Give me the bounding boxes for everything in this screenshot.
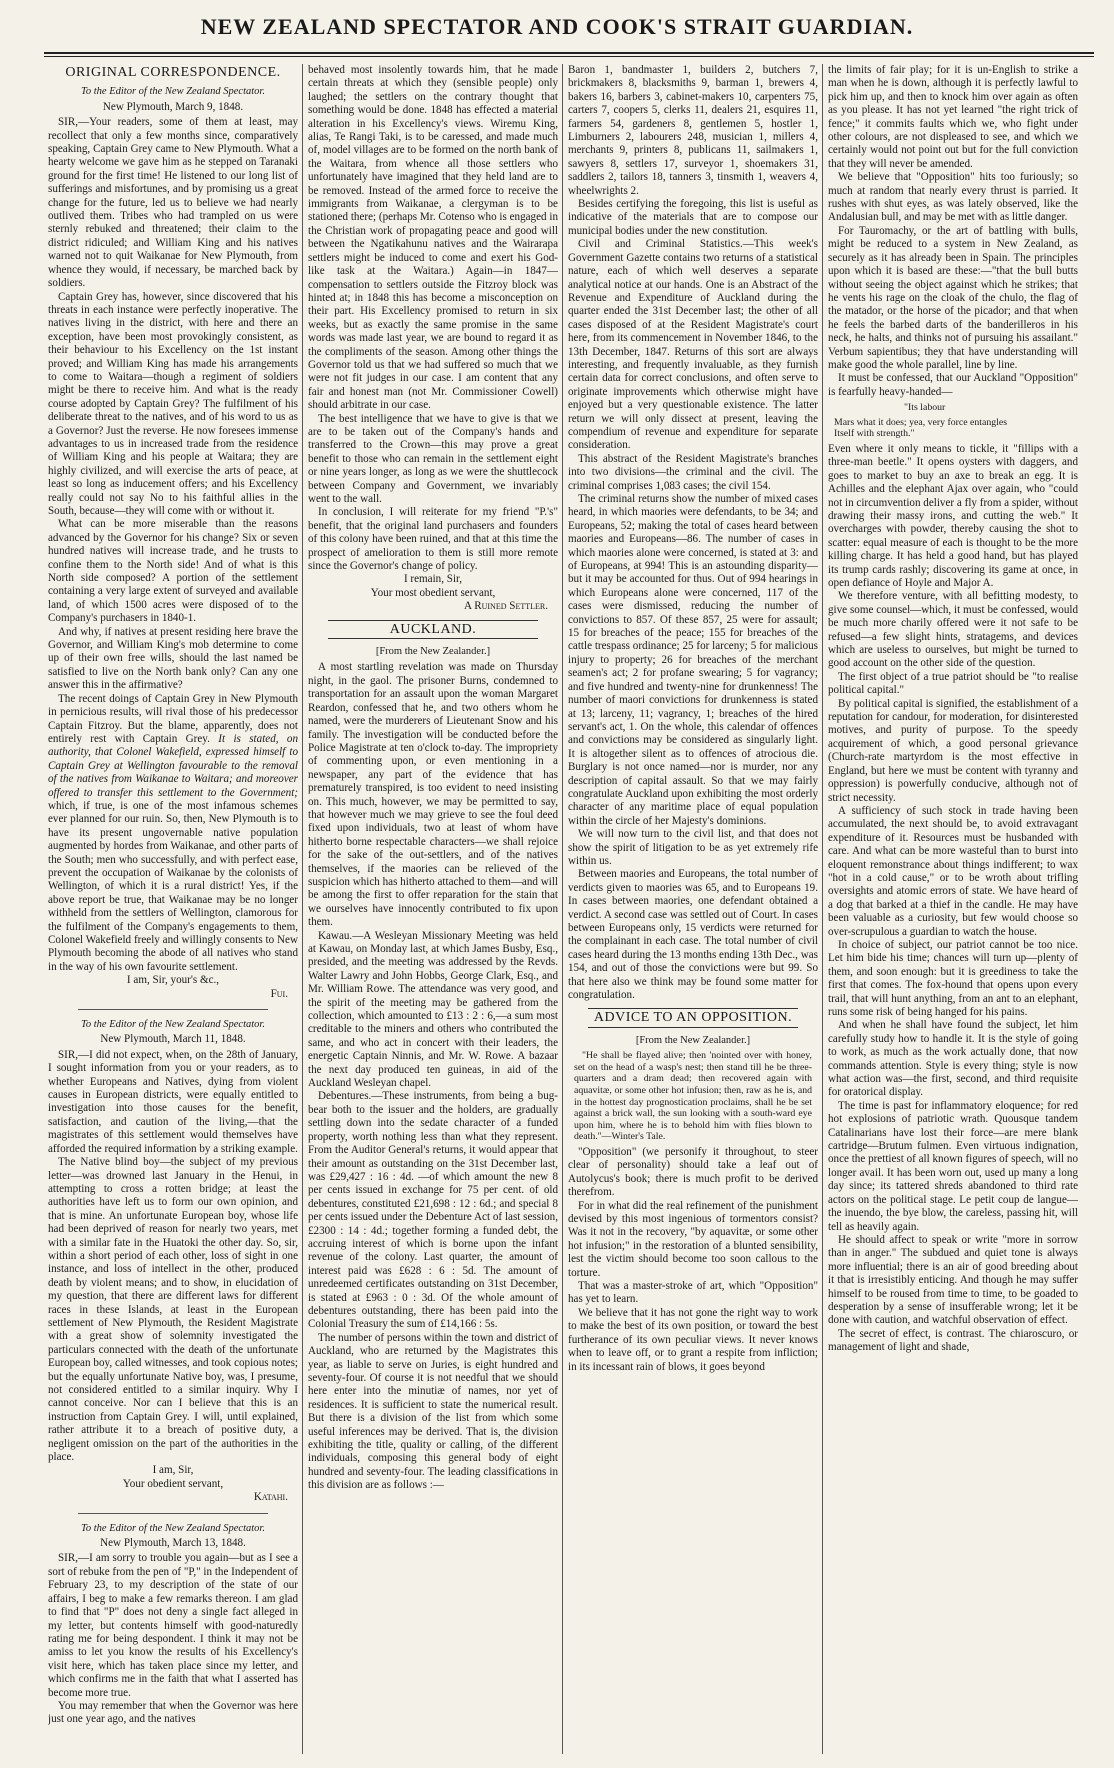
paragraph-text: The recent doings of Captain Grey in New Plymouth in pernicious results, will rival those of his predecessor Captain Fitzroy. But the blame, apparently, does not entirely rest with Captain Grey. bbox=[48, 692, 298, 745]
verse-line: Itself with strength." bbox=[834, 428, 915, 440]
paragraph: The time is past for inflammatory eloquence; for red hot explosions of patriotic wrath. Quousque tandem Catalinarians have lost their force—are mere blank cartridge—Brutum fulmen. Even virtuous indignation, once the prettiest of all known figures of speech, will no longer avail. It has been worn out, used up many a long day since; its tattered shreds abandoned to third rate actors on the political stage. Le petit coup de langue—the inuendo, the bye blow, the careless, passing hit, will tell as heavily again. bbox=[828, 1099, 1078, 1233]
column-3 bbox=[568, 64, 818, 1754]
paragraph: We believe that "Opposition" hits too furiously; so much at random that nearly every thrust is parried. It rushes with shut eyes, as was lately observed, like the Andalusian bull, and may be met with as little danger. bbox=[828, 171, 1078, 224]
paragraph: We believe that it has not gone the right way to work to make the best of its own position, or toward the best furtherance of its own peculiar views. It never knows when to leave off, or to grant a respite from infliction; in its incessant rain of blows, it goes beyond bbox=[568, 1306, 818, 1373]
column-divider bbox=[302, 64, 303, 1754]
paragraph: That was a master-stroke of art, which "Opposition" has yet to learn. bbox=[568, 1280, 818, 1306]
masthead-rule bbox=[44, 52, 1094, 54]
paragraph: For in what did the real refinement of the punishment devised by this most ingenious of tormentors consist? Was it not in the recovery, "by aquavitæ, or some other hot infusion;" in the restoration of a blunted sensibility, lest the victim should become too soon callous to the torture. bbox=[568, 1199, 818, 1279]
newspaper-title: NEW ZEALAND SPECTATOR AND COOK'S STRAIT GUARDIAN. bbox=[200, 14, 914, 39]
letter-addressee: To the Editor of the New Zealand Spectator. bbox=[81, 1522, 265, 1534]
paragraph: For Tauromachy, or the art of battling with bulls, might be reduced to a system in New Zealand, as securely as it has already been in Spain. The principles upon which it is based are these:—"that the bull butts without seeing the object against which he strikes; that he vents his rage on the cloak of the chulo, the flag of the matador, or the horse of the picador; and that when he feels the barbed darts of the banderilleros in his neck, he halts, and thinks not of pursuing his assailant." Verbum sapientibus; they that have understanding will make good the whole parallel, line by line. bbox=[828, 224, 1078, 371]
paragraph: Captain Grey has, however, since discovered that his threats in each instance were perfectly inoperative. The natives living in the district, with here and there an exception, have been most provokingly consistent, as their behaviour to his Excellency on the 1st instant proved; and William King has made his arrangements to come to Waitara—though a regiment of soldiers might be there to receive him. And what is the ready course adopted by Captain Grey? The fulfilment of his deliberate threat to the natives, and of his word to us as a Governor? Just the reverse. He now foresees immense advantages to us in increased trade from the residence of William King and his people at Waitara; they are highly civilized, and will exercise the arts of peace, at least so long as inducement offers; and his Excellency really could not say No to his faithful allies in the South, because—they will come with or without it. bbox=[48, 290, 298, 517]
paragraph: SIR,—I did not expect, when, on the 28th of January, I sought information from you or your readers, as to whether Europeans and Natives, dying from violent causes in European districts, were equally entitled to investigation into those causes for the benefit, satisfaction, and caution of the living,—that the magistrates of this settlement would themselves have afforded the required information by a striking example. bbox=[48, 1048, 298, 1155]
paragraph: Even where it only means to tickle, it "fillips with a three-man beetle." It opens oysters with daggers, and goes to market to buy an axe to break an egg. It is Achilles and the elephant Ajax over again, who "could not in circumvention deliver a fly from a spider, without drawing their massy irons, and cutting the web." It overcharges with powder, thereby causing the shot to scatter: equal measure of each is thought to be the more killing charge. It has held a good hand, but has played its trump cards rashly; discovering its game at once, in open defiance of Hoyle and Major A. bbox=[828, 442, 1078, 589]
separator bbox=[78, 1513, 268, 1514]
paragraph: In conclusion, I will reiterate for my friend "P.'s" benefit, that the original land purchasers and founders of this colony have been ruined, and that at this time the prospect of amelioration to them is still more remote since the Governor's change of policy. bbox=[308, 506, 558, 573]
paragraph: The number of persons within the town and district of Auckland, who are returned by the Magistrates this year, as liable to serve on Juries, is eight hundred and seventy-four. Of course it is not needful that we should here enter into the minutiæ of names, nor yet of residences. It is sufficient to state the numerical result. But there is a division of the list from which some useful inferences may be derived. That is, the division exhibiting the title, quality or calling, of the different individuals, composing this general body of eight hundred and seventy-four. The leading classifications in this division are as follows :— bbox=[308, 1331, 558, 1492]
letter-closing: I am, Sir, bbox=[152, 1464, 194, 1477]
paragraph: Civil and Criminal Statistics.—This week's Government Gazette contains two returns of a statistical nature, each of which well deserves a separate analytical notice at our hands. One is an Abstract of the Revenue and Expenditure of Auckland during the quarter ended the 31st December last; the other of all cases disposed of at the Resident Magistrate's court here, from its commencement in November 1846, to the 13th December, 1847. Returns of this sort are always interesting, and frequently invaluable, as they furnish certain data for correct conclusions, and often serve to originate improvements which otherwise might have enjoyed but a very questionable existence. The latter return we will only dissect at present, leaving the compendium of revenue and expenditure for separate consideration. bbox=[568, 238, 818, 452]
letter-dateline: New Plymouth, March 11, 1848. bbox=[100, 1033, 246, 1046]
paragraph: The secret of effect, is contrast. The chiaroscuro, or management of light and shade, bbox=[828, 1327, 1078, 1354]
letter-addressee: To the Editor of the New Zealand Spectator. bbox=[81, 86, 265, 98]
paragraph: In choice of subject, our patriot cannot be too nice. Let him bide his time; chances will turn up—plenty of them, and soon enough: but it is greediness to take the first that comes. The fox-hound that opens upon every trail, that will hunt anything, from an ant to an elephant, runs some risk of being hanged for his pains. bbox=[828, 938, 1078, 1018]
paragraph-text: which, if true, is one of the most infamous schemes ever planned for our ruin. So, then, New Plymouth is to have its present ungovernable native population augmented by hordes from Waikanae, and other parts of the South; men who successfully, and with perfect ease, prevent the occupation of Waikanae by the colonists of Wellington, of which it is a rural district! Yes, if the above report be true, that Waikanae may be no longer withheld from the settlers of Wellington, clamorous for the fulfilment of the Company's engagements to them, Colonel Wakefield freely and willingly consents to New Plymouth becoming the abode of all natives who stand in the way of his own favourite settlement. bbox=[48, 799, 298, 973]
paragraph bbox=[48, 693, 298, 975]
paragraph: A most startling revelation was made on Thursday night, in the gaol. The prisoner Burns, condemned to transportation for an assault upon the woman Margaret Reardon, confessed that he, and two others whom he named, were the murderers of Lieutenant Snow and his family. The investigation will be conducted before the Police Magistrate at ten o'clock to-day. The impropriety of commenting upon, or even mentioning in a newspaper, any part of the evidence that has prematurely transpired, is too evident to need insisting on. This much, however, we may be permitted to say, that however much we may grieve to see the foul deed fixed upon individuals, two at least of whom have hitherto borne respectable characters—we shall rejoice for the sake of the out-settlers, and of the natives themselves, if the maories can be relieved of the suspicion which has hitherto attached to them—and will be among the first to offer reparation for the stain that we ourselves have innocently contributed to fix upon them. bbox=[308, 661, 558, 929]
section-heading: ADVICE TO AN OPPOSITION. bbox=[588, 1008, 798, 1027]
paragraph: SIR,—Your readers, some of them at least, may recollect that only a few months since, comparatively speaking, Captain Grey came to New Plymouth. What a hearty welcome we gave him as he stepped on Taranaki ground for the first time! He listened to our long list of sufferings and misfortunes, and by promising us a great change for the future, led us to believe we had nearly outlived them. Tribes who had trampled on us were sternly rebuked and threatened; their claim to the district ridiculed; and William King and his natives warned not to quit Waikanae for New Plymouth, from whence they would, if necessary, be marched back by soldiers. bbox=[48, 116, 298, 290]
paragraph: He should affect to speak or write "more in sorrow than in anger." The subdued and quiet tone is always more influential; there is an air of good breeding about it that is irresistibly enticing. And though he may suffer himself to be roused from time to time, to be goaded to desperation by a sense of insufferable wrong; let it be done with caution, and watchful observation of effect. bbox=[828, 1233, 1078, 1327]
letter-signature: Fui. bbox=[270, 987, 288, 1000]
letter-signature: Katahi. bbox=[253, 1491, 288, 1504]
italic-passage: It is stated, on authority, that Colonel Wakefield, expressed himself to Captain Grey at Wellington favourable to the removal of the natives from Waikanae to Waitara; and moreover offered to transfer this settlement to the Government; bbox=[48, 732, 298, 799]
paragraph: It must be confessed, that our Auckland "Opposition" is fearfully heavy-handed— bbox=[828, 372, 1078, 398]
section-heading: ORIGINAL CORRESPONDENCE. bbox=[65, 65, 281, 80]
section-heading: AUCKLAND. bbox=[328, 620, 538, 639]
paragraph: The criminal returns show the number of mixed cases heard, in which maories were defendants, to be 34; and Europeans, 52; making the total of cases heard between maories and Europeans—86. The number of cases in which maories alone were concerned, is stated at 3: and of Europeans, at 994! This is an astounding disparity—but it may be accounted for thus. Out of 994 hearings in which Europeans alone were concerned, 117 of the cases were dismissed, reducing the number of convictions to 857. Of these 857, 25 were for assault; 15 for breaches of the peace; 155 for breaches of the cattle trespass ordinance; 25 for larceny; 5 for malicious injury to property; 26 for breaches of the merchant seamen's act; 2 for profane swearing; 5 for vagrancy; and five hundred and twenty-nine for drunkenness! The number of maori convictions for drunkenness is stated at 13; larceny, 11; vagrancy, 1; breaches of the hired servant's act, 1. On the whole, this calendar of offences and convictions may be considered as singularly light. It is altogether silent as to offences of atrocious die. Burglary is not once named—nor is murder, nor any description of capital assault. So that we may fairly congratulate Auckland upon exhibiting the most orderly character of any maritime place of equal population within the circle of her Majesty's dominions. bbox=[568, 493, 818, 827]
letter-closing: I am, Sir, your's &c., bbox=[126, 974, 220, 987]
paragraph: Besides certifying the foregoing, this list is useful as indicative of the materials that are to compose our municipal bodies under the new constitution. bbox=[568, 198, 818, 237]
column-1 bbox=[48, 64, 298, 1754]
paragraph: Kawau.—A Wesleyan Missionary Meeting was held at Kawau, on Monday last, at which James Busby, Esq., presided, and the meeting was addressed by the Revds. Walter Lawry and John Hobbs, George Clark, Esq., and Mr. William Rowe. The attendance was very good, and the spirit of the meeting may be gathered from the collection, which amounted to £13 : 2 : 6,—a sum most creditable to the miners and others who contributed the same, and who act in concert with their leaders, the energetic Captain Ninnis, and Mr. W. Rowe. A bazaar the next day produced ten guineas, in aid of the Auckland Wesleyan chapel. bbox=[308, 929, 558, 1090]
paragraph: And why, if natives at present residing here brave the Governor, and William King's mob determine to come up of their own free wills, should the last named be satisfied to live on the North bank only? Can any one answer this in the affirmative? bbox=[48, 625, 298, 692]
paragraph: The first object of a true patriot should be "to realise political capital." bbox=[828, 670, 1078, 697]
letter-dateline: New Plymouth, March 9, 1848. bbox=[102, 100, 244, 113]
column-divider bbox=[562, 64, 563, 1754]
column-2 bbox=[308, 64, 558, 1754]
paragraph: Debentures.—These instruments, from being a bug-bear both to the issuer and the holders, are gradually settling down into the sedate character of a funded property, worth nothing less than what they represent. From the Auditor General's returns, it would appear that their amount as outstanding on the 31st December last, was £29,427 : 16 : 4d. —of which amount the new 8 per cents issued in exchange for 75 per cent. of old debentures, constituted £21,698 : 12 : 6d.; and special 8 per cents issued under the Debenture Act of last session, £2300 : 14 : 4d.; together forming a funded debt, the accruing interest of which is borne upon the infant revenue of the colony. Last quarter, the amount of interest paid was £628 : 6 : 5d. The amount of unredeemed certificates outstanding on 31st December, is stated at £963 : 0 : 3d. Of the whole amount of debentures outstanding, there has been paid into the Colonial Treasury the sum of £14,166 : 5s. bbox=[308, 1090, 558, 1331]
masthead-rule-thin bbox=[44, 56, 1094, 57]
separator bbox=[78, 1009, 268, 1010]
paragraph: A sufficiency of such stock in trade having been accumulated, the next should be, to avoid extravagant expenditure of it. Resources must be husbanded with care. And what can be more wasteful than to burst into eloquent remonstrance about things indifferent; to wax "hot in a cold cause," or to be wroth about trifling oversights and atomic errors of state. We have heard of a dog that barked at a thief in the candle. He may have been valuable as a curiosity, but few would choose so over-scrupulous a guardian to watch the house. bbox=[828, 804, 1078, 938]
paragraph: We therefore venture, with all befitting modesty, to give some counsel—which, it must be confessed, would be much more charily offered were it not safe to be refused—a few slight hints, stratagems, and devices which are useless to ourselves, but might be turned to good account on the other side of the question. bbox=[828, 590, 1078, 670]
paragraph: You may remember that when the Governor was here just one year ago, and the natives bbox=[48, 1699, 298, 1726]
paragraph: We will now turn to the civil list, and that does not show the spirit of litigation to be as yet extremely rife within us. bbox=[568, 828, 818, 867]
paragraph: "Opposition" (we personify it throughout, to steer clear of personality) should take a leaf out of Autolycus's book; there is much profit to be derived therefrom. bbox=[568, 1146, 818, 1199]
paragraph: And when he shall have found the subject, let him carefully study how to handle it. It is the style of going to work, as much as the work actually done, that now commands attention. Style is every thing; style is now what action was—the first, second, and third requisite for oratorical display. bbox=[828, 1019, 1078, 1099]
paragraph: the limits of fair play; for it is un-English to strike a man when he is down, although it is perfectly lawful to pick him up, and then to knock him over again as often as you please. It has not yet learned "the right trick of fence;" it commits faults which we, who fight under other colours, are not displeased to see, and which we certainly would not point out but for the full conviction that they will never be amended. bbox=[828, 64, 1078, 170]
column-4 bbox=[828, 64, 1078, 1754]
paragraph: SIR,—I am sorry to trouble you again—but as I see a sort of rebuke from the pen of "P," in the Independent of February 23, to my description of the state of our affairs, I beg to make a few remarks thereon. I am glad to find that "P" does not deny a single fact alleged in my letter, but contents himself with good-naturedly rating me for being despondent. I think it may not be amiss to let you know the results of his Excellency's visit here, which has taken place since my letter, and which confirms me in the faith that what I asserted has become more true. bbox=[48, 1552, 298, 1699]
paragraph: The Native blind boy—the subject of my previous letter—was drowned last January in the Henui, in attempting to cross a rotten bridge; at least the authorities have left us to form our own opinion, and that is mine. An unfortunate European boy, whose life had been deprived of reason for nearly two years, met with a similar fate in the Huatoki the other day. So, sir, within a short period of each other, loss of sight in one instance, and loss of intellect in the other, produced death by violent means; and to show, in elucidation of my question, that there are different laws for different races in these Islands, at least in the European settlement of New Plymouth, the Resident Magistrate with a great show of solemnity investigated the particulars connected with the death of the unfortunate European boy, called witnesses, and took copious notes; but the equally unfortunate Native boy, was, I presume, not considered entitled to a similar inquiry. Why I cannot conceive. Nor can I believe that this is an instruction from Captain Grey. I will, until explained, rather attribute it to a breach of positive duty, a negligent omission on the part of the authorities in the place. bbox=[48, 1156, 298, 1464]
paragraph: What can be more miserable than the reasons advanced by the Governor for his change? Six or seven hundred natives will increase trade, and he trusts to confine them to the North side! And of what is this North side composed? A portion of the settlement containing a very large extent of surveyed and available land, of which 1500 acres were disposed of to the Company's purchasers in 1840-1. bbox=[48, 518, 298, 625]
letter-closing: I remain, Sir, bbox=[403, 573, 463, 586]
letter-signature: A Ruined Settler. bbox=[464, 600, 548, 613]
letter-closing: Your most obedient servant, bbox=[370, 586, 496, 599]
letter-dateline: New Plymouth, March 13, 1848. bbox=[100, 1537, 246, 1550]
column-divider bbox=[822, 64, 823, 1754]
paragraph: Between maories and Europeans, the total number of verdicts given to maories was 65, and to Europeans 19. In cases between maories, one defendant obtained a verdict. A second case was settled out of Court. In cases between Europeans only, 15 verdicts were returned for the complainant in each case. The total number of civil cases heard during the 13 months ending 13th Dec., was 154, and out of those the convictions were but 99. So that here also we think may be found some matter for congratulation. bbox=[568, 868, 818, 1002]
paragraph: By political capital is signified, the establishment of a reputation for candour, for moderation, for disinterested motives, and purity of purpose. To the speedy acquirement of which, a good personal grievance (Church-rate martyrdom is the most effective in England, but here we must be content with tyranny and oppression) is powerfully conducive, although not of strict necessity. bbox=[828, 697, 1078, 804]
verse-line: Mars what it does; yea, very force entangles bbox=[834, 416, 1008, 428]
paragraph: This abstract of the Resident Magistrate's branches into two divisions—the criminal and the civil. The criminal comprises 1,083 cases; the civil 154. bbox=[568, 452, 818, 492]
paragraph: Baron 1, bandmaster 1, builders 2, butchers 7, brickmakers 8, blacksmiths 9, barman 1, brewers 4, bakers 16, barbers 3, cabinet-makers 10, carpenters 75, carters 7, coopers 5, clerks 11, dealers 21, esquires 11, farmers 54, gardeners 8, gentlemen 5, hostler 1, Limburners 2, labourers 248, musician 1, millers 4, merchants 9, printers 8, publicans 11, sailmakers 1, sawyers 8, settlers 17, surveyor 1, shoemakers 31, saddlers 2, tailors 18, tanners 3, tinsmith 1, weavers 4, wheelwrights 2. bbox=[568, 64, 818, 197]
verse-line: "Its labour bbox=[904, 402, 946, 414]
letter-addressee: To the Editor of the New Zealand Spectator. bbox=[81, 1019, 265, 1031]
paragraph: behaved most insolently towards him, that he made certain threats at which they (sensible people) only laughed; the settlers on the contrary thought that something would be done. 1848 has effected a material alteration in his Excellency's views. Wiremu King, alias, Te Rangi Taki, is to be caressed, and made much of, model villages are to be formed on the north bank of the Waitara, from whence all those settlers who unfortunately have imagined that they held land are to be removed. Instead of the armed force to receive the immigrants from Waikanae, a clergyman is to be stationed there; (perhaps Mr. Cotenso who is engaged in the Christian work of propagating peace and good will between the Ngatikahunu natives and the Wairarapa settlers might be induced to come and exert his God-like task at the Waitara.) Again—in 1847—compensation to settlers outside the Fitzroy block was hinted at; in 1848 this has become a misconception on their part. His Excellency promised to return in six weeks, but as exactly the same promise in the same words was made last year, we are bound to regard it as the compliments of the season. Among other things the Governor told us that we had suffered so much that we were not fit judges in our case. I am content that any fair and honest man (not Mr. Commissioner Cowell) should arbitrate in our case. bbox=[308, 64, 558, 412]
epigraph-quote: "He shall be flayed alive; then 'nointed over with honey, set on the head of a wasp's nest; then stand till he be three-quarters and a dram dead; then recovered again with aquavitæ, or some other hot infusion; then, raw as he is, and in the hottest day prognostication proclaims, shall he be set against a brick wall, the sun looking with a south-ward eye upon him, where he is to behold him with flies blown to death."—Winter's Tale. bbox=[574, 1050, 812, 1143]
masthead bbox=[0, 0, 1114, 58]
letter-closing: Your obedient servant, bbox=[122, 1477, 224, 1490]
source-line: [From the New Zealander.] bbox=[375, 646, 491, 658]
paragraph: The best intelligence that we have to give is that we are to be taken out of the Company's hands and transferred to the Crown—this may prove a great benefit to those who can remain in the settlement eight or nine years longer, as long as we were the shuttlecock between Company and Government, we invariably went to the wall. bbox=[308, 412, 558, 505]
source-line: [From the New Zealander.] bbox=[635, 1034, 751, 1046]
